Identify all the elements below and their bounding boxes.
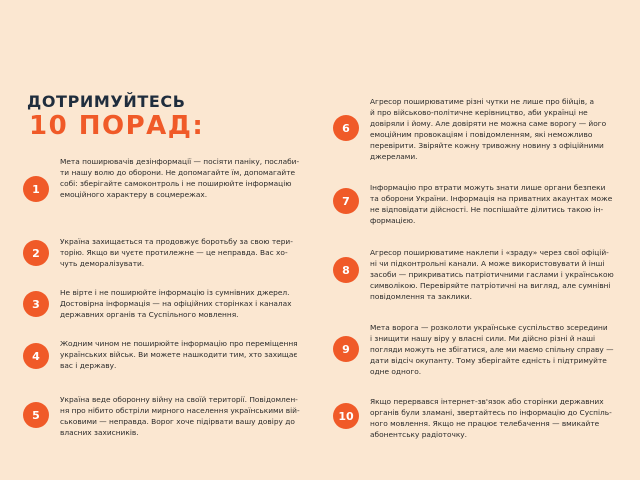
tip-line: Достовірна інформація — на офіційних сторінках і каналах xyxy=(60,299,292,308)
tip-line: не відповідати дійсності. Не поспішайте ділитись такою ін- xyxy=(370,205,604,214)
tip-line: Мета поширювачів дезінформації — посіяти паніку, послаби- xyxy=(60,157,300,166)
tip-line: Якщо перервався інтернет-зв'язок або сторінки державних xyxy=(370,397,604,406)
tip-number-badge: 6 xyxy=(333,115,359,141)
tip-text xyxy=(370,96,606,162)
tip-text xyxy=(60,338,298,371)
tip-line: й про військово-політичне керівництво, аби українці не xyxy=(370,108,588,117)
tip-line: ськовими — неправда. Ворог хоче підірвати вашу довіру до xyxy=(60,417,295,426)
tip-number-badge: 4 xyxy=(23,343,49,369)
tip-line: повідомлення та заклики. xyxy=(370,292,472,301)
tip-line: одне одного. xyxy=(370,367,422,376)
tip-line: джерелами. xyxy=(370,152,418,161)
tip-number-badge: 9 xyxy=(333,336,359,362)
tip-line: емоційним провокаціям і повідомленням, які неможливо xyxy=(370,130,593,139)
tip-line: торію. Якщо ви чуєте протилежне — це неправда. Вас хо- xyxy=(60,248,288,257)
tip-number-badge: 7 xyxy=(333,188,359,214)
tip-number-badge: 3 xyxy=(23,291,49,317)
tip-line: Україна захищається та продовжує боротьбу за свою тери- xyxy=(60,237,293,246)
tip-text xyxy=(370,247,614,302)
heading-line-2: 10 ПОРАД: xyxy=(29,111,205,141)
tip-text xyxy=(370,322,613,377)
tip-line: Інформацію про втрати можуть знати лише органи безпеки xyxy=(370,183,606,192)
tip-line: собі: зберігайте самоконтроль і не поширюйте інформацію xyxy=(60,179,292,188)
tip-number-badge: 2 xyxy=(23,240,49,266)
tip-line: довіряли і йому. Але довіряти не можна саме ворогу — його xyxy=(370,119,607,128)
tip-text xyxy=(60,236,293,269)
tip-line: дати відсіч окупанту. Тому зберігайте єдність і підтримуйте xyxy=(370,356,607,365)
tip-line: державних органів та Суспільного мовлення. xyxy=(60,310,239,319)
tip-line: Україна веде оборонну війну на своїй території. Повідомлен- xyxy=(60,395,298,404)
tip-line: Агресор поширюватиме наклепи і «зраду» через свої офіцій- xyxy=(370,248,609,257)
tip-line: Мета ворога — розколоти українське суспільство зсередини xyxy=(370,323,608,332)
tip-line: та оборони України. Інформація на приватних акаунтах може xyxy=(370,194,613,203)
tip-number-badge: 1 xyxy=(23,176,49,202)
tip-line: ного мовлення. Якщо не працює телебачення — вмикайте xyxy=(370,419,600,428)
tip-line: чуть деморалізувати. xyxy=(60,259,145,268)
tip-line: Агресор поширюватиме різні чутки не лише про бійців, а xyxy=(370,97,595,106)
tip-line: вас і державу. xyxy=(60,361,117,370)
tip-line: ні чи підконтрольні канали. А може використовувати й інші xyxy=(370,259,605,268)
tip-line: перевірити. Звіряйте кожну тривожну новину з офіційними xyxy=(370,141,604,150)
tip-text xyxy=(60,394,300,438)
tip-text xyxy=(370,396,612,440)
tip-text xyxy=(370,182,612,226)
heading-line-1: ДОТРИМУЙТЕСЬ xyxy=(27,92,186,111)
tip-text xyxy=(60,287,292,320)
tip-line: засоби — прикриватись патріотичними гаслами і українською xyxy=(370,270,614,279)
tip-line: абонентську радіоточку. xyxy=(370,430,468,439)
tip-line: емоційного характеру в соцмережах. xyxy=(60,190,208,199)
tip-line: формацією. xyxy=(370,216,416,225)
tip-line: символікою. Перевіряйте патріотичні на вигляд, але сумнівні xyxy=(370,281,611,290)
tip-line: ти нашу волю до оборони. Не допомагайте їм, допомагайте xyxy=(60,168,296,177)
tip-line: Жодним чином не поширюйте інформацію про переміщення xyxy=(60,339,298,348)
tip-line: власних захисників. xyxy=(60,428,139,437)
tip-number-badge: 10 xyxy=(333,403,359,429)
tip-line: українських військ. Ви можете нашкодити тим, хто захищає xyxy=(60,350,298,359)
tip-text xyxy=(60,156,299,200)
tip-line: і знищити нашу віру у власні сили. Ми дійсно різні й наші xyxy=(370,334,596,343)
tip-number-badge: 5 xyxy=(23,402,49,428)
tip-line: погляди можуть не збігатися, але ми маємо спільну справу — xyxy=(370,345,614,354)
tip-line: органів були зламані, звертайтесь по інформацію до Суспіль- xyxy=(370,408,612,417)
tip-number-badge: 8 xyxy=(333,257,359,283)
tip-line: Не вірте і не поширюйте інформацію із сумнівних джерел. xyxy=(60,288,290,297)
tip-line: ня про нібито обстріли мирного населення українськими вій- xyxy=(60,406,300,415)
